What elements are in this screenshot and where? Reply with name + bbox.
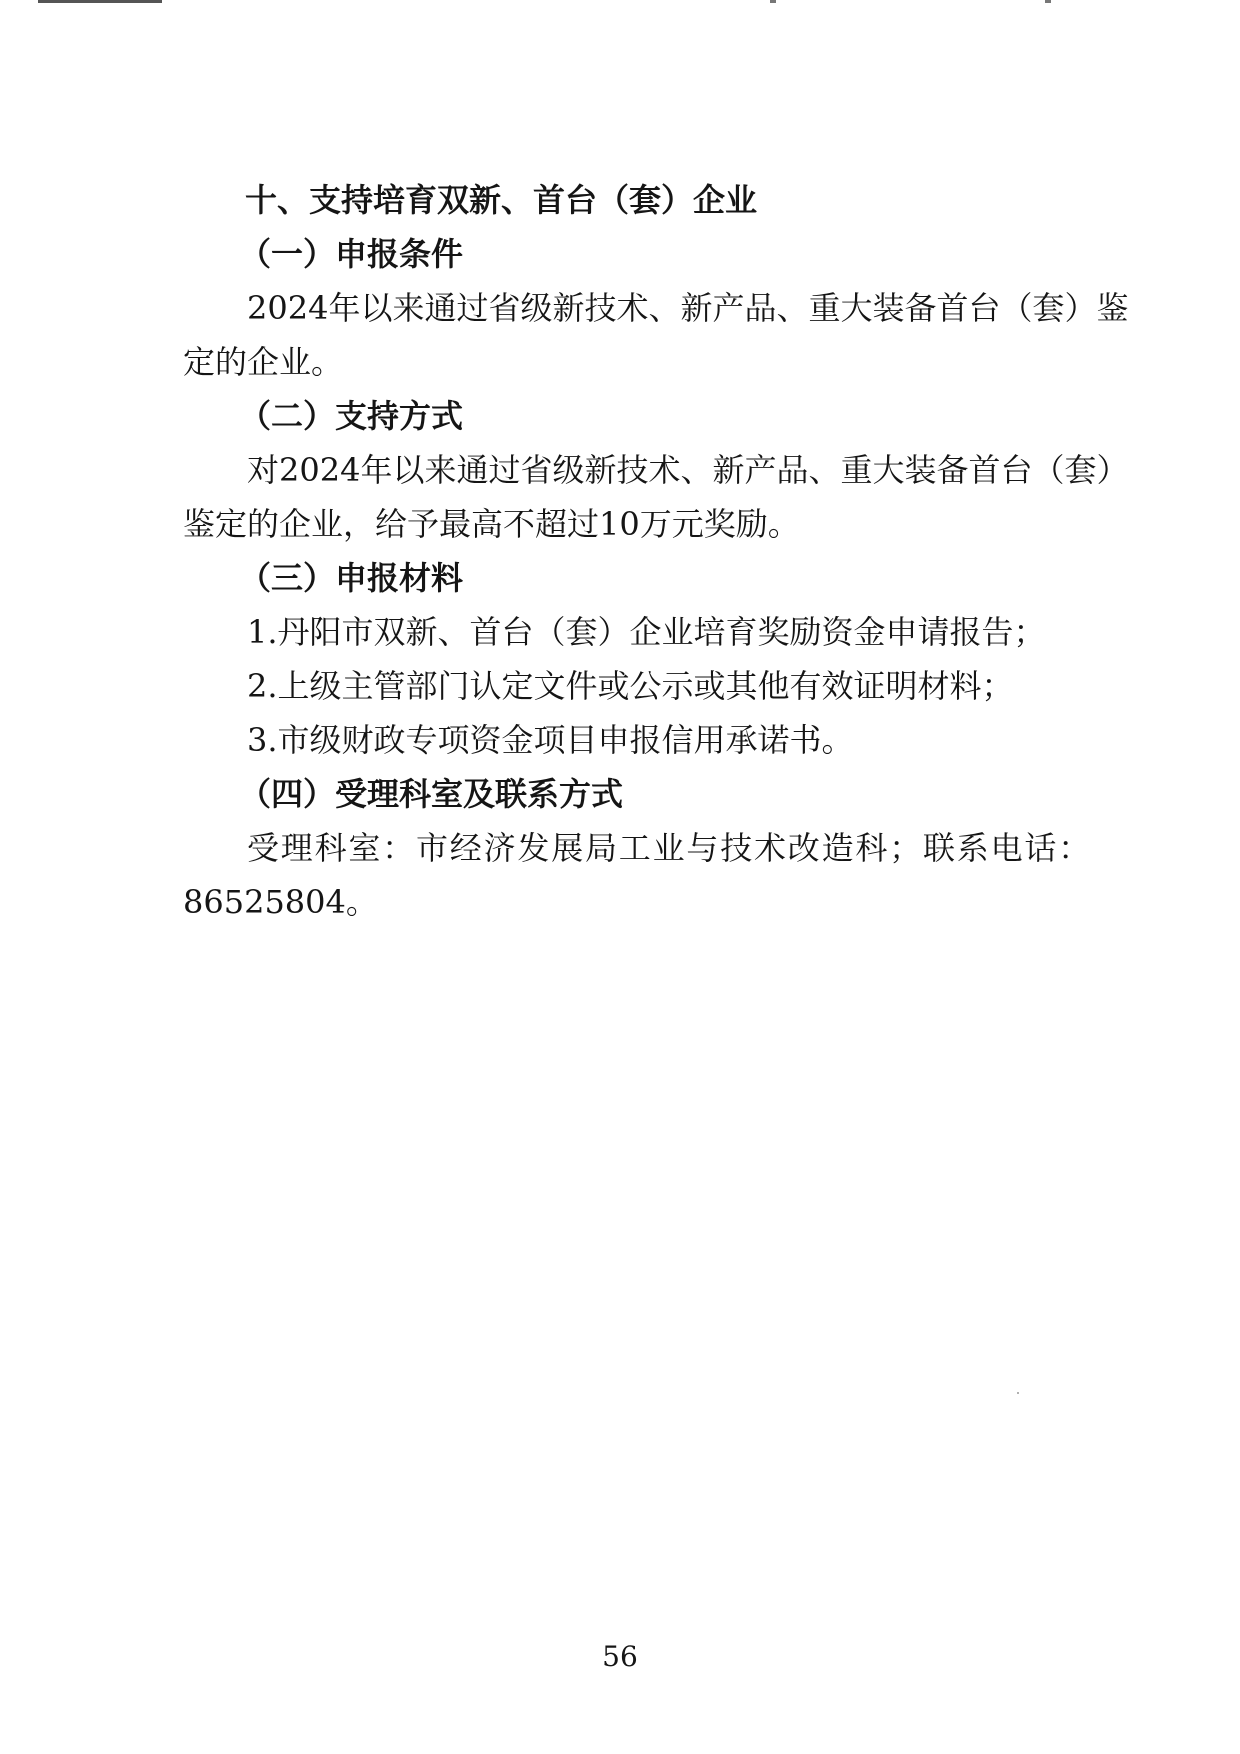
contact-line: 受理科室：市经济发展局工业与技术改造科；联系电话：: [247, 829, 1093, 867]
paragraph-line: 定的企业。: [183, 343, 344, 381]
section-title: 十、支持培育双新、首台（套）企业: [245, 181, 758, 219]
scan-header-mark: [1045, 0, 1051, 3]
paragraph-line: 2024年以来通过省级新技术、新产品、重大装备首台（套）鉴: [247, 289, 1129, 327]
list-item: 1.丹阳市双新、首台（套）企业培育奖励资金申请报告；: [247, 613, 1046, 651]
page-number: 56: [602, 1640, 638, 1673]
contact-phone-line: 86525804。: [183, 883, 378, 921]
list-item: 2.上级主管部门认定文件或公示或其他有效证明材料；: [247, 667, 1014, 705]
scan-speck: [1017, 1392, 1019, 1394]
subsection-heading-support-method: （二）支持方式: [239, 397, 464, 435]
subsection-heading-application-conditions: （一）申报条件: [239, 235, 464, 273]
paragraph-line: 鉴定的企业，给予最高不超过10万元奖励。: [183, 505, 800, 543]
scan-header-bar: [38, 0, 162, 3]
scan-header-mark: [770, 0, 776, 3]
subsection-heading-contact: （四）受理科室及联系方式: [239, 775, 624, 813]
subsection-heading-application-materials: （三）申报材料: [239, 559, 464, 597]
paragraph-line: 对2024年以来通过省级新技术、新产品、重大装备首台（套）: [247, 451, 1129, 489]
document-body: [183, 180, 1129, 936]
list-item: 3.市级财政专项资金项目申报信用承诺书。: [247, 721, 854, 759]
